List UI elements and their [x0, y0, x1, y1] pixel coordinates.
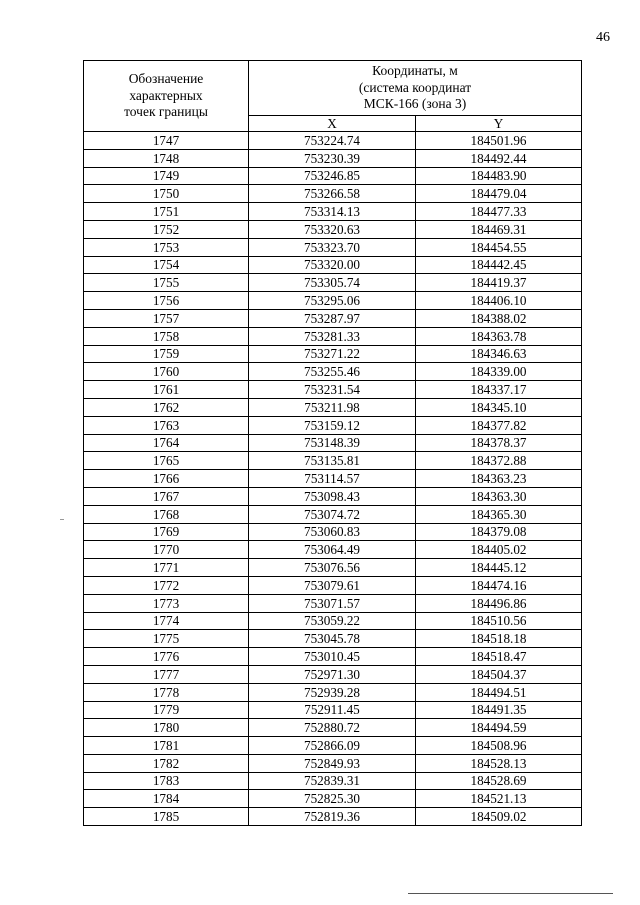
point-number-cell: 1750 [84, 185, 249, 203]
point-number-cell: 1778 [84, 683, 249, 701]
point-number-cell: 1752 [84, 220, 249, 238]
table-row [84, 452, 582, 470]
table-row [84, 594, 582, 612]
y-coordinate-cell: 184501.96 [416, 132, 582, 150]
x-coordinate-cell: 753114.57 [249, 470, 416, 488]
point-number-cell: 1772 [84, 576, 249, 594]
point-number-cell: 1751 [84, 203, 249, 221]
table-row [84, 470, 582, 488]
y-coordinate-cell: 184492.44 [416, 149, 582, 167]
footer-rule [408, 893, 613, 894]
table-row [84, 541, 582, 559]
table-row [84, 505, 582, 523]
point-number-cell: 1755 [84, 274, 249, 292]
x-coordinate-cell: 752971.30 [249, 665, 416, 683]
x-coordinate-cell: 753287.97 [249, 309, 416, 327]
table-row [84, 559, 582, 577]
y-coordinate-cell: 184496.86 [416, 594, 582, 612]
y-coordinate-cell: 184337.17 [416, 381, 582, 399]
x-coordinate-cell: 752880.72 [249, 719, 416, 737]
table-row [84, 292, 582, 310]
y-coordinate-cell: 184469.31 [416, 220, 582, 238]
table-row [84, 701, 582, 719]
x-coordinate-cell: 753098.43 [249, 487, 416, 505]
y-coordinate-cell: 184388.02 [416, 309, 582, 327]
coordinates-header: Координаты, м (система координат МСК-166 (зона 3) [249, 61, 582, 116]
table-row [84, 434, 582, 452]
point-number-cell: 1771 [84, 559, 249, 577]
x-coordinate-cell: 753159.12 [249, 416, 416, 434]
point-number-cell: 1770 [84, 541, 249, 559]
table-row [84, 185, 582, 203]
x-coordinate-cell: 753148.39 [249, 434, 416, 452]
y-coordinate-cell: 184339.00 [416, 363, 582, 381]
x-coordinate-cell: 753079.61 [249, 576, 416, 594]
table-row [84, 487, 582, 505]
point-number-cell: 1785 [84, 808, 249, 826]
table-row [84, 327, 582, 345]
point-number-cell: 1769 [84, 523, 249, 541]
y-coordinate-cell: 184405.02 [416, 541, 582, 559]
x-coordinate-cell: 752819.36 [249, 808, 416, 826]
point-number-cell: 1758 [84, 327, 249, 345]
y-coordinate-cell: 184442.45 [416, 256, 582, 274]
x-coordinate-cell: 753255.46 [249, 363, 416, 381]
y-coordinate-cell: 184345.10 [416, 398, 582, 416]
table-row [84, 238, 582, 256]
table-row [84, 167, 582, 185]
x-coordinate-cell: 753135.81 [249, 452, 416, 470]
y-coordinate-cell: 184346.63 [416, 345, 582, 363]
table-row [84, 683, 582, 701]
x-coordinate-cell: 753060.83 [249, 523, 416, 541]
y-coordinate-cell: 184377.82 [416, 416, 582, 434]
table-row [84, 523, 582, 541]
coordinates-table [83, 60, 582, 826]
x-coordinate-cell: 753231.54 [249, 381, 416, 399]
table-row [84, 790, 582, 808]
x-coordinate-cell: 752825.30 [249, 790, 416, 808]
y-column-header: Y [416, 116, 582, 132]
point-number-cell: 1756 [84, 292, 249, 310]
table-row [84, 612, 582, 630]
y-coordinate-cell: 184483.90 [416, 167, 582, 185]
x-coordinate-cell: 752866.09 [249, 737, 416, 755]
x-coordinate-cell: 753305.74 [249, 274, 416, 292]
point-number-cell: 1760 [84, 363, 249, 381]
point-number-cell: 1768 [84, 505, 249, 523]
x-coordinate-cell: 753246.85 [249, 167, 416, 185]
point-number-cell: 1782 [84, 754, 249, 772]
point-number-cell: 1766 [84, 470, 249, 488]
y-coordinate-cell: 184508.96 [416, 737, 582, 755]
point-number-cell: 1783 [84, 772, 249, 790]
y-coordinate-cell: 184474.16 [416, 576, 582, 594]
y-coordinate-cell: 184491.35 [416, 701, 582, 719]
point-number-cell: 1754 [84, 256, 249, 274]
x-coordinate-cell: 753295.06 [249, 292, 416, 310]
x-coordinate-cell: 753076.56 [249, 559, 416, 577]
point-number-cell: 1767 [84, 487, 249, 505]
y-coordinate-cell: 184363.30 [416, 487, 582, 505]
point-number-cell: 1764 [84, 434, 249, 452]
y-coordinate-cell: 184528.13 [416, 754, 582, 772]
point-number-cell: 1779 [84, 701, 249, 719]
table-row [84, 345, 582, 363]
point-number-cell: 1784 [84, 790, 249, 808]
y-coordinate-cell: 184521.13 [416, 790, 582, 808]
y-coordinate-cell: 184518.18 [416, 630, 582, 648]
table-row [84, 149, 582, 167]
table-row [84, 576, 582, 594]
table-row [84, 772, 582, 790]
point-number-cell: 1763 [84, 416, 249, 434]
y-coordinate-cell: 184504.37 [416, 665, 582, 683]
point-designation-header: Обозначение характерных точек границы [84, 61, 249, 132]
x-coordinate-cell: 752849.93 [249, 754, 416, 772]
table-row [84, 220, 582, 238]
y-coordinate-cell: 184528.69 [416, 772, 582, 790]
point-number-cell: 1749 [84, 167, 249, 185]
y-coordinate-cell: 184379.08 [416, 523, 582, 541]
table-row [84, 648, 582, 666]
x-coordinate-cell: 753271.22 [249, 345, 416, 363]
table-row [84, 309, 582, 327]
table-row [84, 256, 582, 274]
x-coordinate-cell: 752839.31 [249, 772, 416, 790]
table-row [84, 719, 582, 737]
x-coordinate-cell: 753045.78 [249, 630, 416, 648]
table-body [84, 132, 582, 826]
point-number-cell: 1777 [84, 665, 249, 683]
table-row [84, 737, 582, 755]
x-coordinate-cell: 753320.63 [249, 220, 416, 238]
table-row [84, 416, 582, 434]
y-coordinate-cell: 184494.59 [416, 719, 582, 737]
point-number-cell: 1765 [84, 452, 249, 470]
x-coordinate-cell: 753071.57 [249, 594, 416, 612]
point-number-cell: 1757 [84, 309, 249, 327]
y-coordinate-cell: 184419.37 [416, 274, 582, 292]
margin-mark [60, 519, 64, 520]
x-coordinate-cell: 753211.98 [249, 398, 416, 416]
table-row [84, 398, 582, 416]
y-coordinate-cell: 184363.23 [416, 470, 582, 488]
x-coordinate-cell: 753314.13 [249, 203, 416, 221]
x-coordinate-cell: 753230.39 [249, 149, 416, 167]
x-coordinate-cell: 753320.00 [249, 256, 416, 274]
y-coordinate-cell: 184518.47 [416, 648, 582, 666]
point-number-cell: 1775 [84, 630, 249, 648]
table-row [84, 274, 582, 292]
point-number-cell: 1780 [84, 719, 249, 737]
y-coordinate-cell: 184494.51 [416, 683, 582, 701]
y-coordinate-cell: 184454.55 [416, 238, 582, 256]
table-row [84, 381, 582, 399]
y-coordinate-cell: 184378.37 [416, 434, 582, 452]
table-row [84, 808, 582, 826]
y-coordinate-cell: 184445.12 [416, 559, 582, 577]
y-coordinate-cell: 184479.04 [416, 185, 582, 203]
y-coordinate-cell: 184510.56 [416, 612, 582, 630]
table-row [84, 203, 582, 221]
y-coordinate-cell: 184372.88 [416, 452, 582, 470]
x-column-header: X [249, 116, 416, 132]
y-coordinate-cell: 184509.02 [416, 808, 582, 826]
x-coordinate-cell: 753010.45 [249, 648, 416, 666]
point-number-cell: 1781 [84, 737, 249, 755]
point-number-cell: 1748 [84, 149, 249, 167]
table-row [84, 630, 582, 648]
y-coordinate-cell: 184477.33 [416, 203, 582, 221]
table-row [84, 132, 582, 150]
x-coordinate-cell: 753059.22 [249, 612, 416, 630]
x-coordinate-cell: 753281.33 [249, 327, 416, 345]
page-number: 46 [596, 30, 610, 45]
point-number-cell: 1774 [84, 612, 249, 630]
x-coordinate-cell: 753064.49 [249, 541, 416, 559]
point-number-cell: 1762 [84, 398, 249, 416]
y-coordinate-cell: 184365.30 [416, 505, 582, 523]
point-number-cell: 1773 [84, 594, 249, 612]
point-number-cell: 1753 [84, 238, 249, 256]
y-coordinate-cell: 184406.10 [416, 292, 582, 310]
y-coordinate-cell: 184363.78 [416, 327, 582, 345]
table-row [84, 754, 582, 772]
x-coordinate-cell: 753323.70 [249, 238, 416, 256]
table-row [84, 363, 582, 381]
point-number-cell: 1747 [84, 132, 249, 150]
x-coordinate-cell: 752911.45 [249, 701, 416, 719]
x-coordinate-cell: 753224.74 [249, 132, 416, 150]
point-number-cell: 1776 [84, 648, 249, 666]
point-number-cell: 1759 [84, 345, 249, 363]
x-coordinate-cell: 752939.28 [249, 683, 416, 701]
x-coordinate-cell: 753266.58 [249, 185, 416, 203]
table-row [84, 665, 582, 683]
point-number-cell: 1761 [84, 381, 249, 399]
x-coordinate-cell: 753074.72 [249, 505, 416, 523]
